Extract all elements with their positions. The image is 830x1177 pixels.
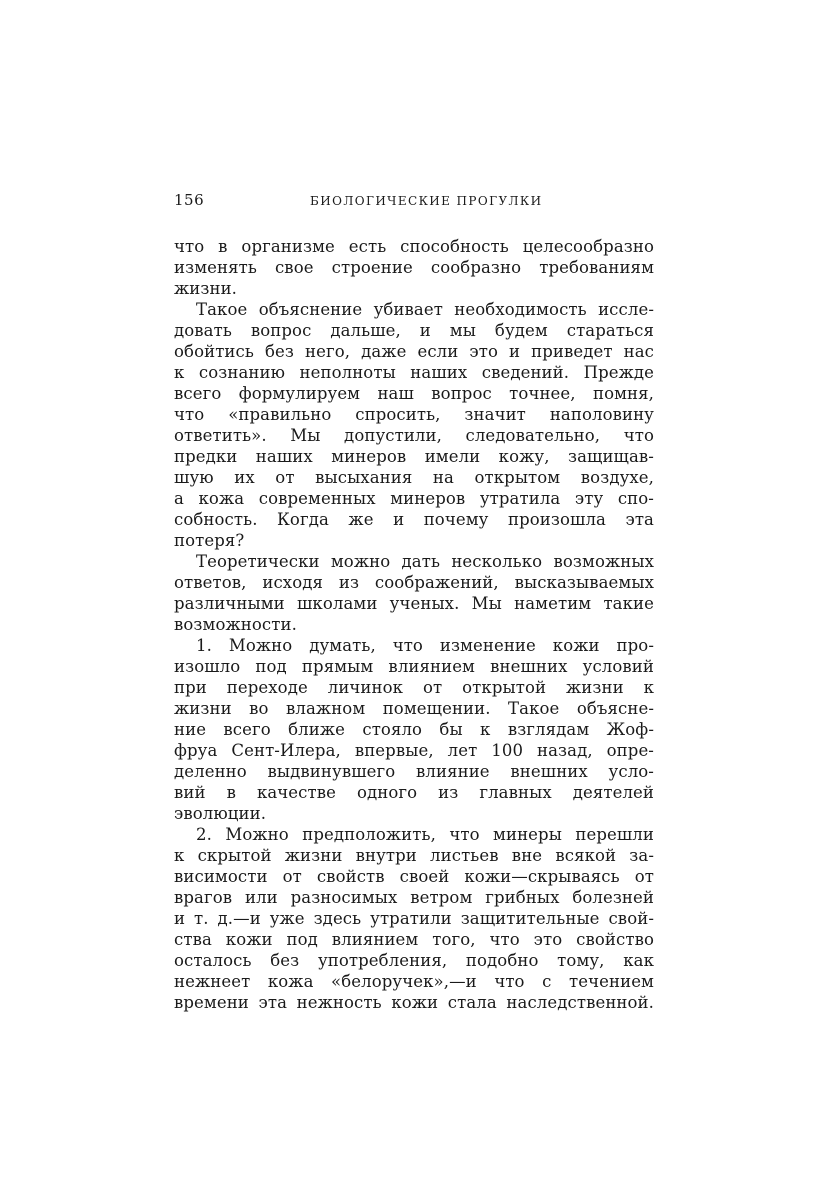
text-line: Теоретически можно дать несколько возможных <box>196 552 654 571</box>
text-line: а кожа современных минеров утратила эту спо- <box>174 489 654 508</box>
text-line: ства кожи под влиянием того, что это свойство <box>174 930 654 949</box>
text-line: фруа Сент-Илера, впервые, лет 100 назад, опре- <box>174 741 654 760</box>
text-line: шую их от высыхания на открытом воздухе, <box>174 468 654 487</box>
text-line: жизни. <box>174 279 238 298</box>
text-line: деленно выдвинувшего влияние внешних усло- <box>174 762 654 781</box>
text-line: возможности. <box>174 615 297 634</box>
text-line: вий в качестве одного из главных деятелей <box>174 783 654 802</box>
text-line: собность. Когда же и почему произошла эта <box>174 510 654 529</box>
text-line: довать вопрос дальше, и мы будем стараться <box>174 321 654 340</box>
text-line: различными школами ученых. Мы наметим такие <box>174 594 654 613</box>
text-line: и т. д.—и уже здесь утратили защитительные свой- <box>174 909 654 928</box>
text-line: что «правильно спросить, значит наполовину <box>174 405 654 424</box>
text-line: жизни во влажном помещении. Такое объясне- <box>174 699 654 718</box>
text-line: к скрытой жизни внутри листьев вне всякой за- <box>174 846 654 865</box>
text-line: обойтись без него, даже если это и приведет нас <box>174 342 654 361</box>
text-line: ответов, исходя из соображений, высказываемых <box>174 573 654 592</box>
text-line: к сознанию неполноты наших сведений. Прежде <box>174 363 654 382</box>
text-line: потеря? <box>174 531 245 550</box>
running-title: БИОЛОГИЧЕСКИЕ ПРОГУЛКИ <box>310 194 543 208</box>
text-line: что в организме есть способность целесообразно <box>174 237 654 256</box>
page-number: 156 <box>174 191 205 209</box>
text-line: изменять свое строение сообразно требованиям <box>174 258 654 277</box>
text-line: нежнеет кожа «белоручек»,—и что с течением <box>174 972 654 991</box>
body-text <box>174 236 654 1013</box>
text-line: Такое объяснение убивает необходимость иссле- <box>196 300 654 319</box>
running-head <box>174 189 654 211</box>
text-line: 1. Можно думать, что изменение кожи про- <box>196 636 654 655</box>
text-line: 2. Можно предположить, что минеры перешли <box>196 825 654 844</box>
text-line: времени эта нежность кожи стала наследственной. <box>174 993 654 1012</box>
text-line: ние всего ближе стояло бы к взглядам Жоф- <box>174 720 654 739</box>
text-line: всего формулируем наш вопрос точнее, помня, <box>174 384 654 403</box>
text-line: изошло под прямым влиянием внешних условий <box>174 657 654 676</box>
text-line: предки наших минеров имели кожу, защищав- <box>174 447 654 466</box>
text-line: осталось без употребления, подобно тому, как <box>174 951 654 970</box>
text-line: ответить». Мы допустили, следовательно, что <box>174 426 654 445</box>
text-line: при переходе личинок от открытой жизни к <box>174 678 654 697</box>
text-line: врагов или разносимых ветром грибных болезней <box>174 888 654 907</box>
text-line: эволюции. <box>174 804 267 823</box>
text-line: висимости от свойств своей кожи—скрываясь от <box>174 867 654 886</box>
